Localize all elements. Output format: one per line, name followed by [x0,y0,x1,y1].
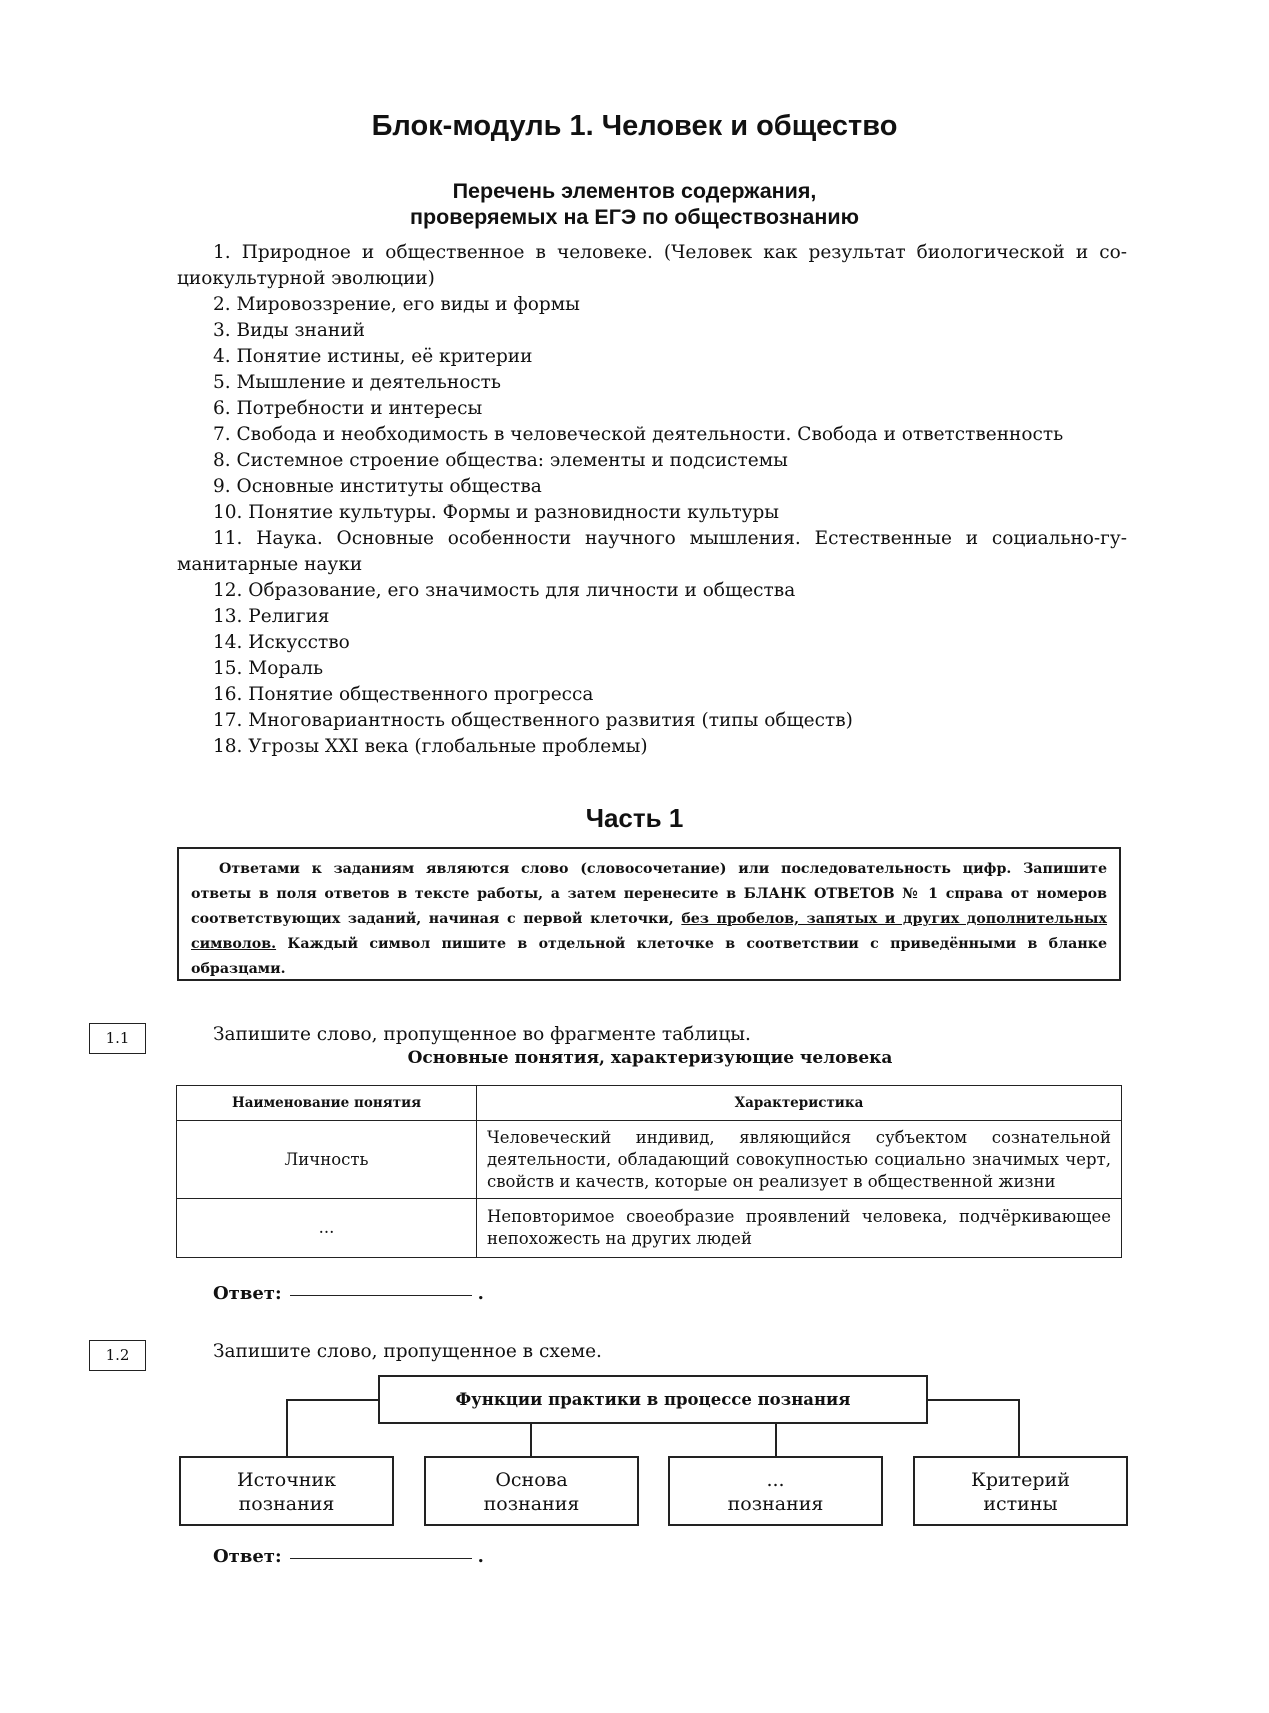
instructions-text-end: Каждый символ пишите в отдельной клеточке в соответствии с приведёнными в бланке образцами. [191,936,1107,977]
scheme-item-line: познания [727,1493,824,1515]
table-row [177,1121,1122,1199]
list-item: 2. Мировоззрение, его виды и формы [213,294,580,315]
scheme-item-line: познания [483,1493,580,1515]
scheme-item-line: ... [766,1469,785,1491]
table-header-cell: Характеристика [477,1086,1122,1121]
concept-name-cell: Личность [177,1121,477,1199]
list-item: 4. Понятие истины, её критерии [213,346,533,367]
answer-row [213,1283,484,1304]
list-item: 1. Природное и общественное в человеке. (Человек как результат биологической и со- [213,242,1127,263]
list-item: 5. Мышление и деятельность [213,372,501,393]
concept-description-cell: Человеческий индивид, являющийся субъектом сознательной деятельности, обладающий совокупностью социально значимых черт, свойств и качеств, которые он реализует в общественной жизни [477,1121,1122,1199]
list-item: 12. Образование, его значимость для личности и общества [213,580,796,601]
list-item: 3. Виды знаний [213,320,365,341]
section-subtitle-line-1: Перечень элементов содержания, [452,179,817,203]
scheme-item-line: Источник [237,1469,336,1491]
scheme-title-box: Функции практики в процессе познания [378,1375,928,1424]
table-caption: Основные понятия, характеризующие человека [407,1048,893,1068]
list-item: 6. Потребности и интересы [213,398,483,419]
task-prompt: Запишите слово, пропущенное в схеме. [213,1341,602,1362]
concept-description-cell: Неповторимое своеобразие проявлений человека, подчёркивающее непохожесть на других людей [477,1199,1122,1258]
content-elements-list [177,240,1127,760]
answer-period: . [477,1283,484,1304]
instructions-box [177,847,1121,981]
section-subtitle-line-2: проверяемых на ЕГЭ по обществознанию [410,205,859,229]
concepts-table [176,1085,1122,1258]
table-header-cell: Наименование понятия [177,1086,477,1121]
list-item: 16. Понятие общественного прогресса [213,684,594,705]
scheme-item-line: познания [238,1493,335,1515]
list-item: 10. Понятие культуры. Формы и разновидности культуры [213,502,780,523]
list-item: 14. Искусство [213,632,350,653]
scheme-item-box-missing [668,1456,883,1526]
page-title: Блок-модуль 1. Человек и общество [371,110,898,142]
table-row [177,1199,1122,1258]
list-item-continuation: циокультурной эволюции) [177,268,435,289]
scheme-item-line: истины [983,1493,1058,1515]
answer-row [213,1546,484,1567]
task-number-box: 1.1 [89,1023,146,1054]
scheme-item-line: Основа [495,1469,568,1491]
list-item-continuation: манитарные науки [177,554,363,575]
list-item: 18. Угрозы XXI века (глобальные проблемы) [213,736,648,757]
answer-period: . [477,1546,484,1567]
list-item: 7. Свобода и необходимость в человеческой деятельности. Свобода и ответственность [213,424,1064,445]
list-item: 15. Мораль [213,658,324,679]
concept-name-cell-missing: ... [177,1199,477,1258]
instructions-underlined-text: без пробелов, запятых и других дополнительных символов. [191,911,1107,952]
list-item: 17. Многовариантность общественного развития (типы обществ) [213,710,853,731]
list-item: 13. Религия [213,606,330,627]
scheme-item-line: Критерий [971,1469,1070,1491]
list-item: 11. Наука. Основные особенности научного мышления. Естественные и социально-гу- [213,528,1127,549]
answer-label: Ответ: [213,1546,282,1567]
list-item: 9. Основные институты общества [213,476,542,497]
scheme-item-box [179,1456,394,1526]
scheme-item-box [913,1456,1128,1526]
list-item: 8. Системное строение общества: элементы и подсистемы [213,450,788,471]
task-prompt: Запишите слово, пропущенное во фрагменте таблицы. [213,1024,751,1045]
answer-field[interactable] [290,1295,472,1296]
task-number-box: 1.2 [89,1340,146,1371]
answer-label: Ответ: [213,1283,282,1304]
answer-field[interactable] [290,1558,472,1559]
instructions-text: Ответами к заданиям являются слово (словосочетание) или последовательность цифр. Запишите ответы в поля ответов в тексте работы, а затем перенесите в БЛАНК ОТВЕТОВ № 1 справа от номеров соответствующих заданий, начиная с первой клеточки, [191,861,1107,927]
scheme-item-box [424,1456,639,1526]
part-title: Часть 1 [585,803,684,833]
table-header-row [177,1086,1122,1121]
